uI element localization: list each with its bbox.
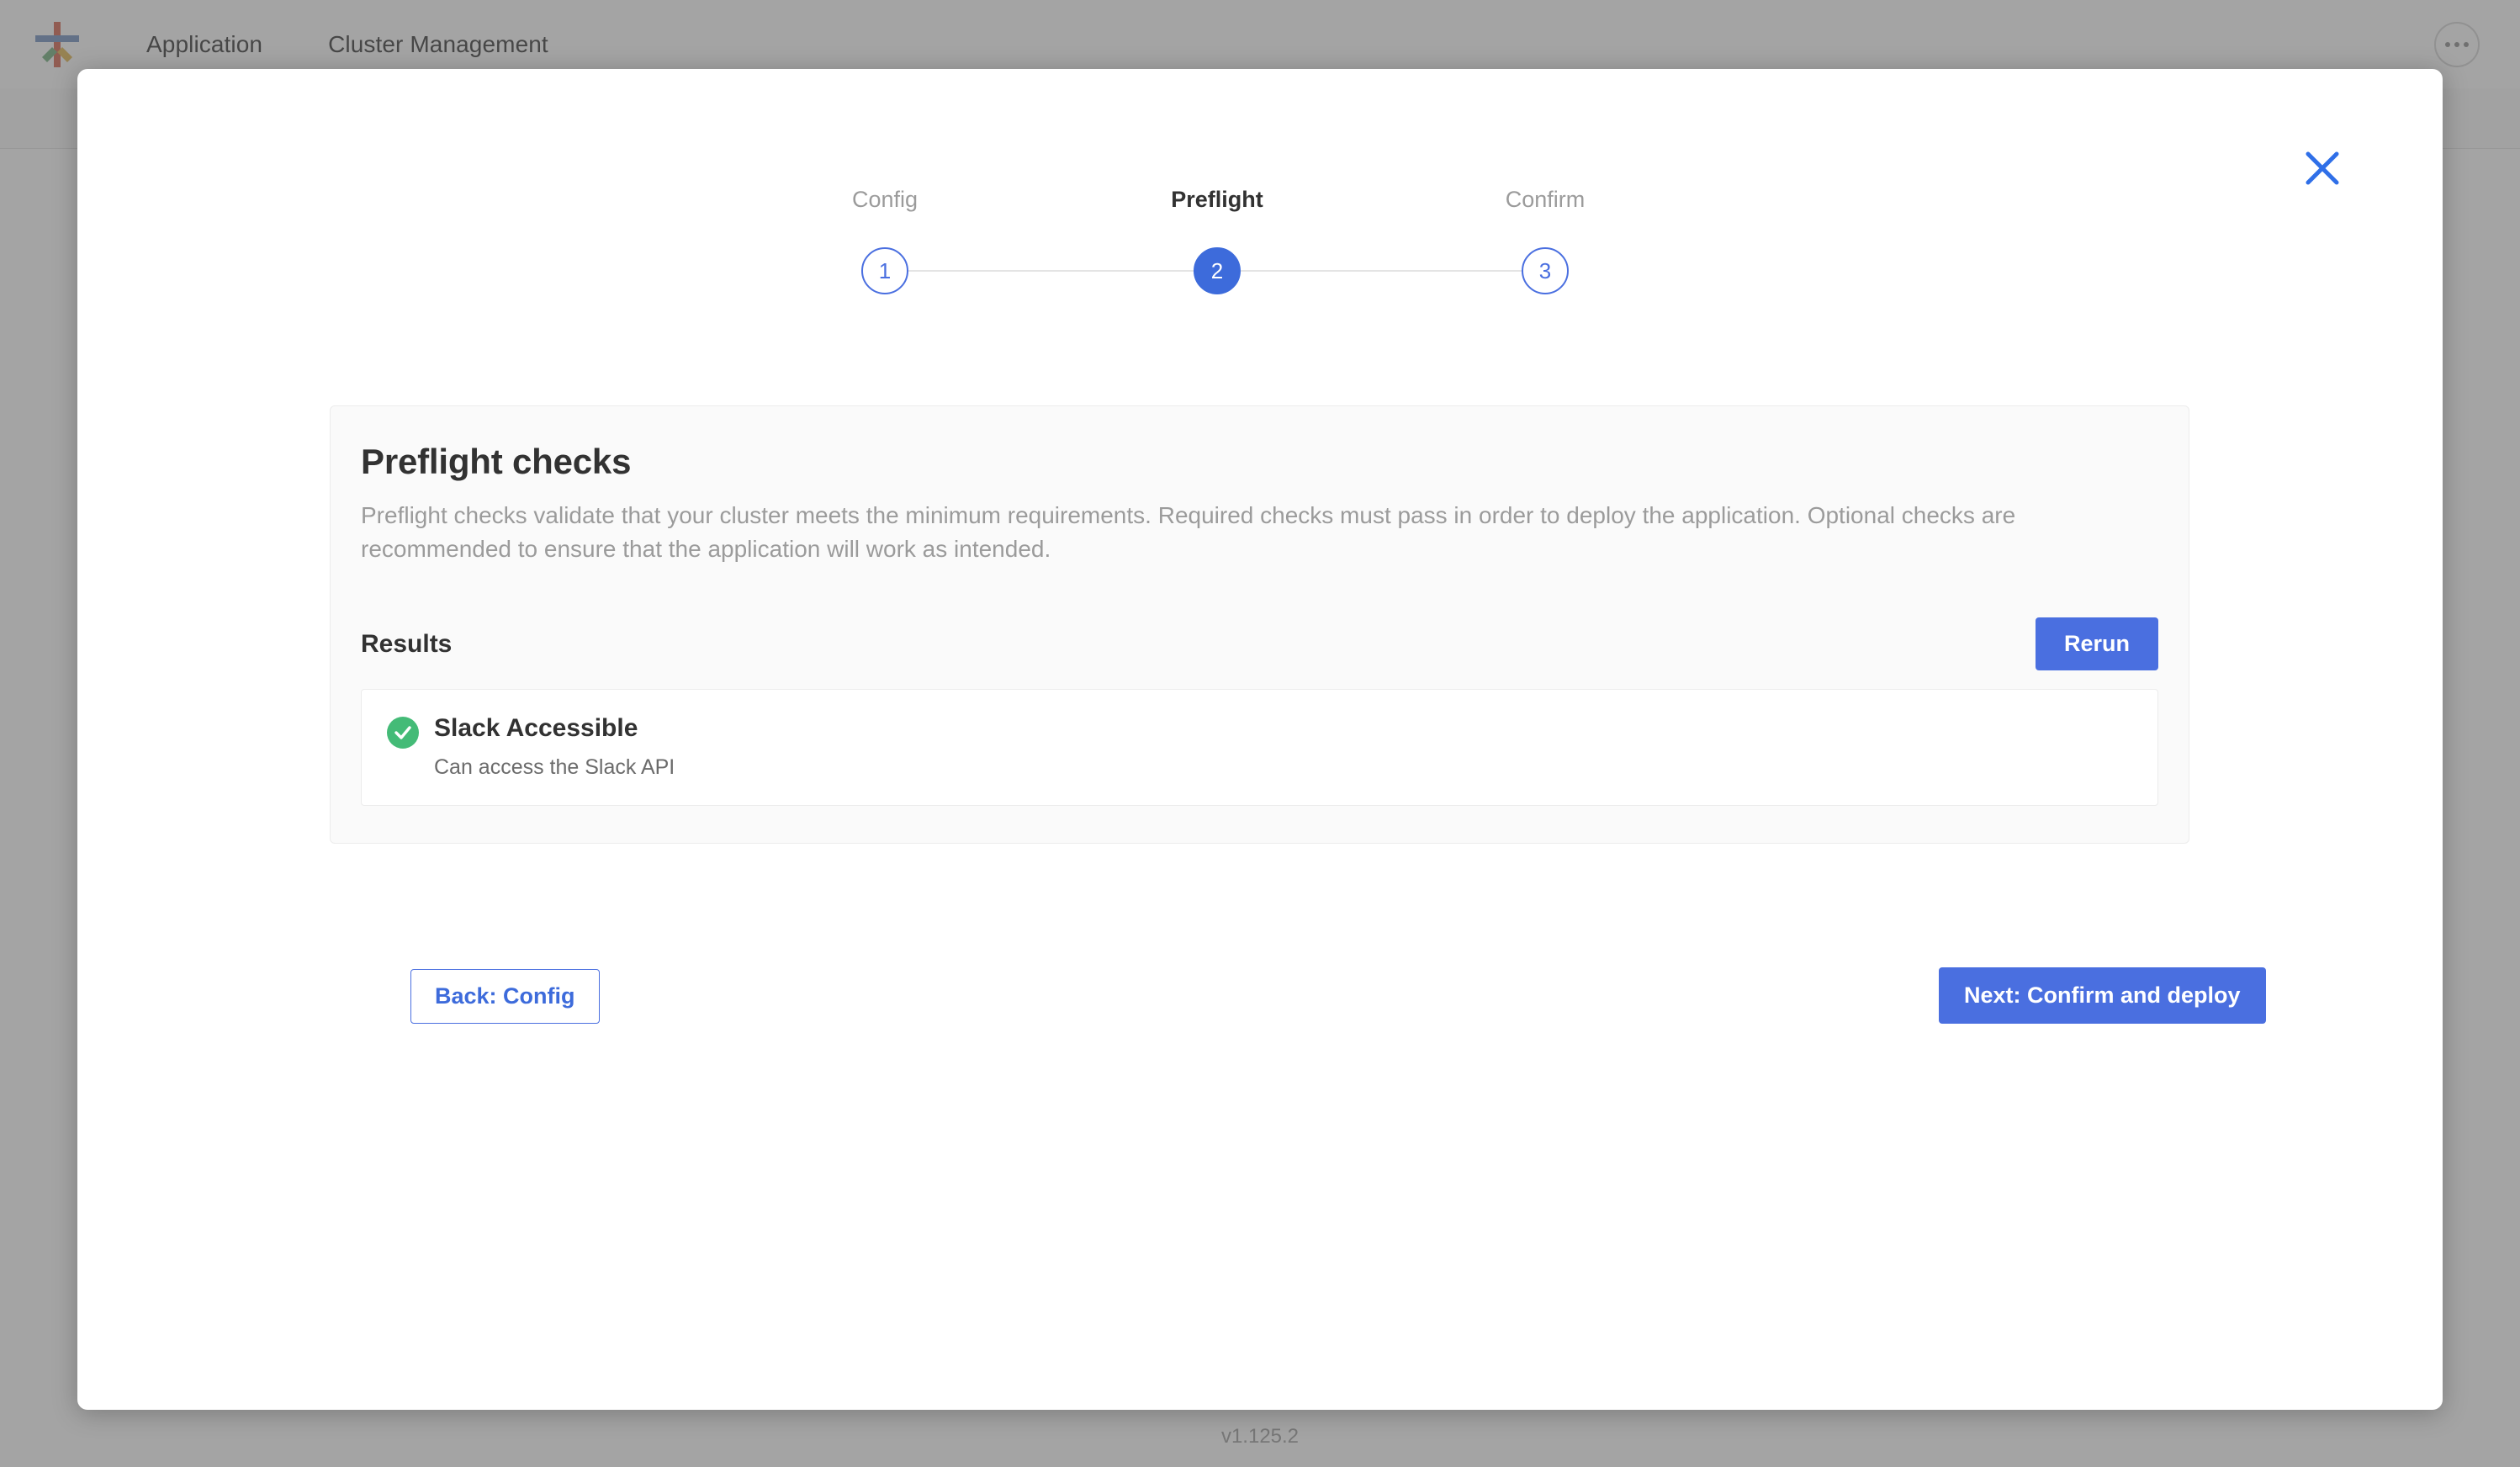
step-label-config: Config [851, 187, 919, 212]
preflight-modal [77, 69, 2443, 1410]
next-confirm-deploy-button[interactable]: Next: Confirm and deploy [1939, 967, 2266, 1024]
stepper-track [77, 247, 2443, 294]
list-item [362, 690, 2157, 805]
step-label-preflight: Preflight [1171, 187, 1263, 212]
stepper-labels [77, 187, 2443, 220]
step-circle-preflight[interactable]: 2 [1194, 247, 1241, 294]
results-header-row [361, 618, 2158, 670]
panel-title: Preflight checks [361, 442, 632, 481]
stepper-connector-1 [908, 270, 1194, 272]
stepper-connector-2 [1241, 270, 1522, 272]
preflight-check-list [361, 689, 2158, 806]
back-config-button[interactable]: Back: Config [410, 969, 600, 1024]
step-circle-confirm[interactable]: 3 [1522, 247, 1569, 294]
close-icon[interactable] [2303, 149, 2342, 188]
results-label: Results [361, 629, 453, 658]
step-label-confirm: Confirm [1505, 187, 1586, 212]
step-circle-config[interactable]: 1 [861, 247, 908, 294]
check-text [434, 713, 675, 780]
check-description: Can access the Slack API [434, 755, 675, 779]
panel-description: Preflight checks validate that your cluster meets the minimum requirements. Required checks must pass in order to deploy the application. Optional checks are recommended to ensure that the application will work as intended. [361, 502, 2016, 562]
preflight-panel [330, 405, 2189, 844]
check-title: Slack Accessible [434, 713, 638, 742]
wizard-stepper [77, 187, 2443, 305]
check-pass-icon [387, 717, 419, 749]
rerun-button[interactable]: Rerun [2036, 617, 2158, 670]
